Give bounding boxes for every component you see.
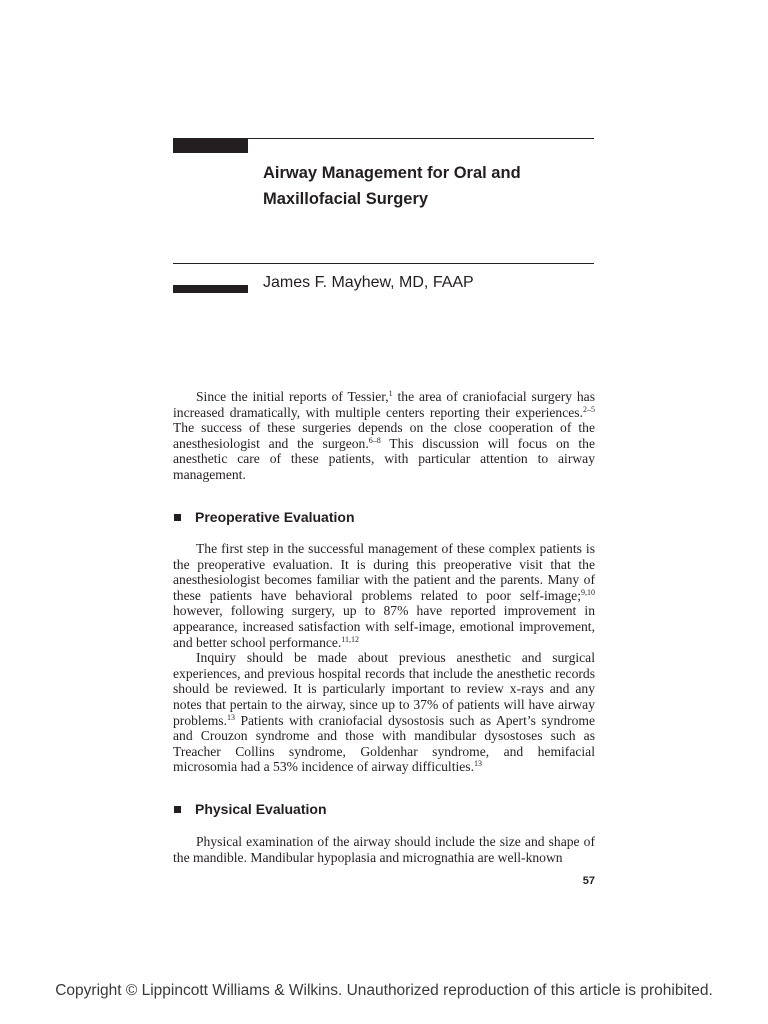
physical-paragraph-1: Physical examination of the airway should include the size and shape of the mandible. Mandibular hypoplasia and micrognathia are well-known xyxy=(173,834,595,865)
section-heading-preoperative xyxy=(173,509,355,525)
citation: 2–5 xyxy=(583,404,595,414)
preoperative-paragraph-1 xyxy=(173,541,595,650)
citation: 13 xyxy=(473,759,482,769)
citation: 9,10 xyxy=(581,587,595,597)
section-heading-physical xyxy=(173,801,327,817)
citation: 1 xyxy=(388,389,393,398)
preoperative-section xyxy=(173,541,595,775)
citation: 13 xyxy=(227,712,235,722)
article-title xyxy=(263,160,603,212)
section-heading-text: Preoperative Evaluation xyxy=(195,509,355,525)
citation: 11,12 xyxy=(341,634,360,644)
intro-text-d: This discussion will focus on the anesthetic care of these patients, with particular attention to airway management. xyxy=(173,435,596,482)
physical-section xyxy=(173,834,595,865)
title-bar xyxy=(173,139,248,153)
page-number: 57 xyxy=(582,875,595,887)
author-rule xyxy=(173,263,594,264)
citation: 6–8 xyxy=(368,435,381,445)
intro-text-c: The success of these surgeries depends on the close cooperation of the anesthesiologist and the surgeon. xyxy=(173,420,595,451)
square-bullet-icon xyxy=(174,806,181,813)
article-title-line-2: Maxillofacial Surgery xyxy=(263,190,429,208)
copyright-notice: Copyright © Lippincott Williams & Wilkins. Unauthorized reproduction of this article is prohibited. xyxy=(55,982,713,999)
section-heading-text: Physical Evaluation xyxy=(195,801,327,817)
intro-section xyxy=(173,389,595,483)
paragraph-text: however, following surgery, up to 87% have reported improvement in appearance, increased satisfaction with self-image, emotional improvement, and better school performance. xyxy=(173,603,595,650)
square-bullet-icon xyxy=(174,514,181,521)
author-name: James F. Mayhew, MD, FAAP xyxy=(263,274,474,291)
paragraph-text: Patients with craniofacial dysostosis such as Apert’s syndrome and Crouzon syndrome and those with mandibular dysostoses such as Treacher Collins syndrome, Goldenhar syndrome, and hemifacial microsomia had a 53% incidence of airway difficulties. xyxy=(173,712,595,775)
intro-text-a: Since the initial reports of Tessier, xyxy=(196,389,389,404)
author-bar xyxy=(173,285,248,293)
paragraph-text: The first step in the successful management of these complex patients is the preoperative evaluation. It is during this preoperative visit that the anesthesiologist becomes familiar with the patient and the parents. Many of these patients have behavioral problems related to poor self-image; xyxy=(173,541,595,603)
intro-text-b: the area of craniofacial surgery has increased dramatically, with multiple centers reporting their experiences. xyxy=(173,389,596,420)
intro-paragraph xyxy=(173,389,595,483)
preoperative-paragraph-2 xyxy=(173,650,595,775)
paragraph-text: Inquiry should be made about previous anesthetic and surgical experiences, and previous hospital records that include the anesthetic records should be reviewed. It is particularly important to review x-rays and any notes that pertain to the airway, since up to 37% of patients will have airway problems. xyxy=(173,650,595,728)
article-title-line-1: Airway Management for Oral and xyxy=(263,164,521,182)
